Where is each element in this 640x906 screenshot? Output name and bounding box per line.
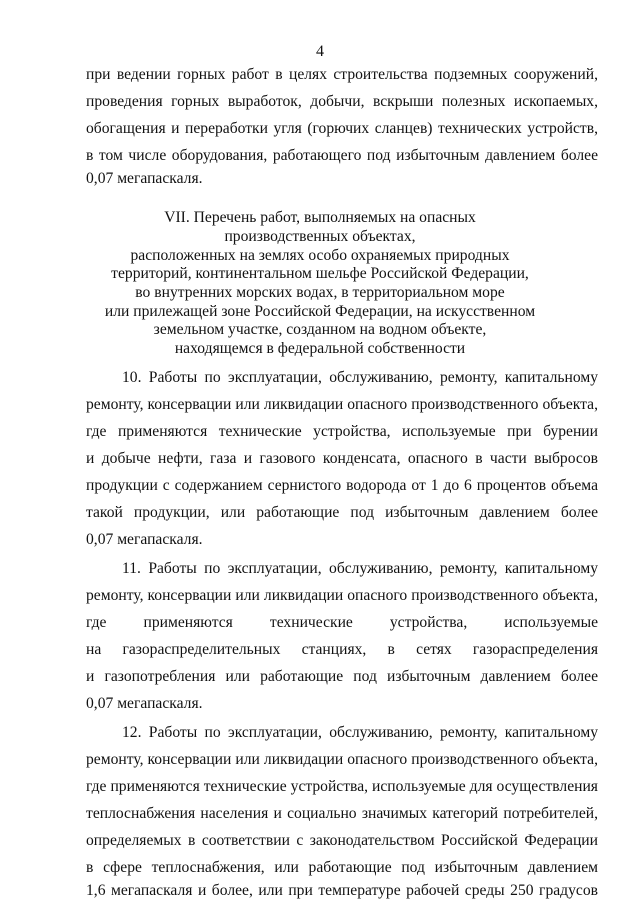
text-line: 11. Работы по эксплуатации, обслуживанию, ремонту, капитальному [122, 560, 598, 577]
text-line: ремонту, консервации или ликвидации опасного производственного объекта, [86, 587, 598, 604]
heading-line: земельном участке, созданном на водном объекте, [153, 321, 487, 338]
text-line: при ведении горных работ в целях строительства подземных сооружений, [86, 66, 598, 83]
text-line: обогащения и переработки угля (горючих сланцев) технических устройств, [86, 120, 598, 137]
text-line: проведения горных выработок, добычи, вскрыши полезных ископаемых, [86, 93, 598, 110]
heading-line: производственных объектах, [224, 228, 416, 245]
text-line: 1,6 мегапаскаля и более, или при температуре рабочей среды 250 градусов [86, 882, 598, 899]
text-line: и газопотребления или работающие под избыточным давлением более [86, 668, 598, 685]
text-line: определяемых в соответствии с законодательством Российской Федерации [86, 832, 598, 849]
heading-line: во внутренних морских водах, в территориальном море [135, 284, 505, 301]
text-line: где применяются технические устройства, используемые для осуществления [86, 778, 598, 795]
text-line: ремонту, консервации или ликвидации опасного производственного объекта, [86, 396, 598, 413]
text-line: 10. Работы по эксплуатации, обслуживанию, ремонту, капитальному [122, 369, 598, 386]
text-line: где применяются технические устройства, используемые [86, 614, 598, 631]
text-line: 0,07 мегапаскаля. [86, 695, 203, 712]
heading-line: VII. Перечень работ, выполняемых на опасных [164, 209, 476, 226]
text-line: такой продукции, или работающие под избыточным давлением более [86, 504, 598, 521]
text-line: продукции с содержанием сернистого водорода от 1 до 6 процентов объема [86, 477, 598, 494]
text-line: 0,07 мегапаскаля. [86, 531, 203, 548]
text-line: где применяются технические устройства, используемые при бурении [86, 423, 598, 440]
text-line: 12. Работы по эксплуатации, обслуживанию, ремонту, капитальному [122, 724, 598, 741]
page-number: 4 [316, 43, 324, 60]
text-line: 0,07 мегапаскаля. [86, 170, 203, 187]
text-line: и добыче нефти, газа и газового конденсата, опасного в части выбросов [86, 450, 598, 467]
text-line: в сфере теплоснабжения, или работающие под избыточным давлением [86, 859, 598, 876]
text-line: в том числе оборудования, работающего под избыточным давлением более [86, 147, 598, 164]
heading-line: или прилежащей зоне Российской Федерации, на искусственном [104, 303, 536, 320]
heading-line: находящемся в федеральной собственности [174, 340, 466, 357]
text-line: теплоснабжения населения и социально значимых категорий потребителей, [86, 805, 598, 822]
text-line: на газораспределительных станциях, в сетях газораспределения [86, 641, 598, 658]
text-line: ремонту, консервации или ликвидации опасного производственного объекта, [86, 751, 598, 768]
heading-line: расположенных на землях особо охраняемых природных [130, 247, 510, 264]
heading-line: территорий, континентальном шельфе Российской Федерации, [111, 265, 529, 282]
